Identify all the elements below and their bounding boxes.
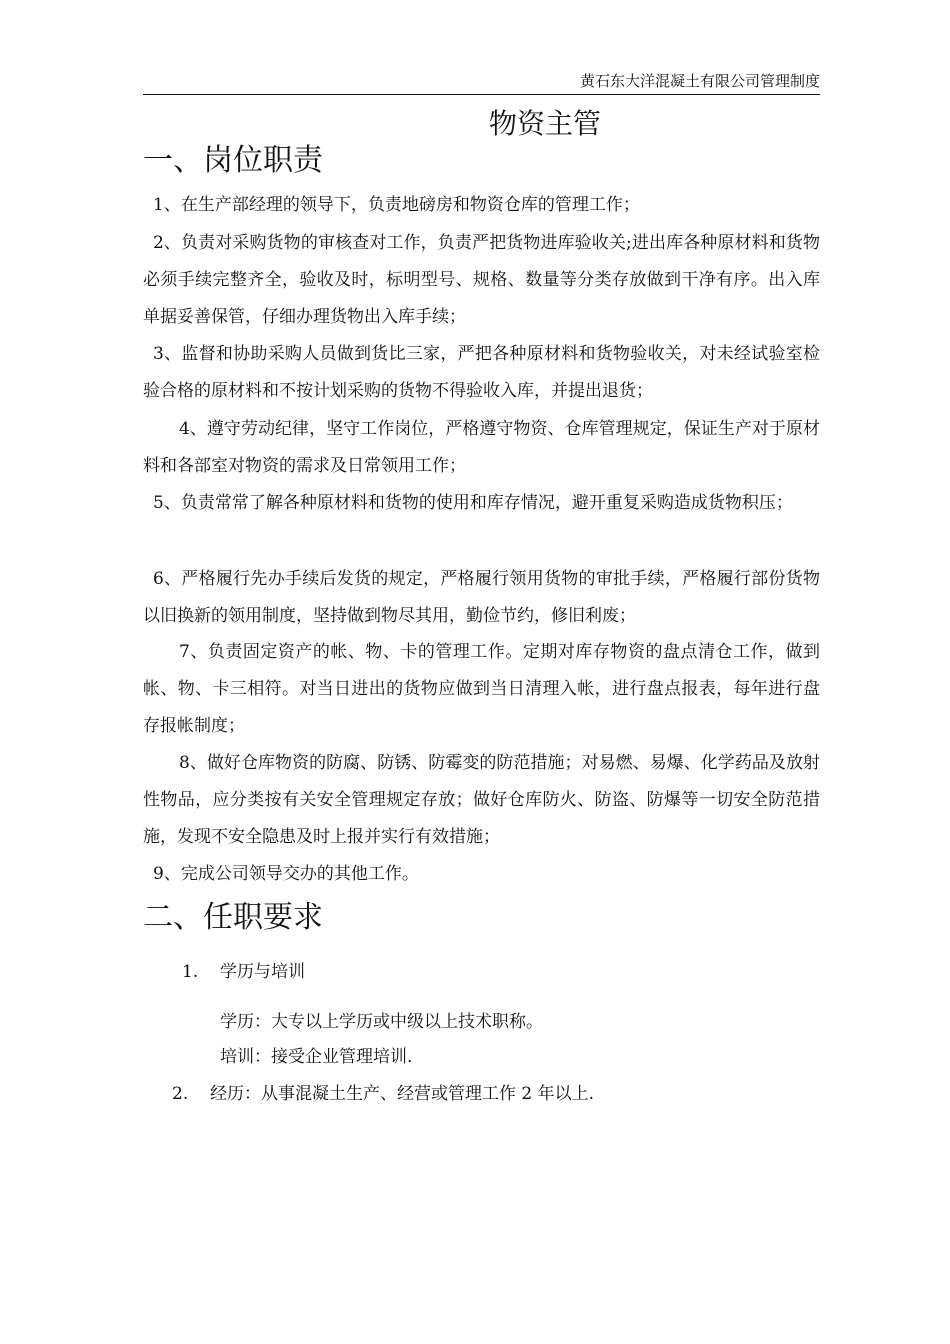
header-rule [143,94,820,95]
duty-item-7: 7、负责固定资产的帐、物、卡的管理工作。定期对库存物资的盘点清仓工作，做到帐、物、卡三相符。对当日进出的货物应做到当日清理入帐，进行盘点报表，每年进行盘存报帐制度； [143,642,820,736]
duty-item-2: 2、负责对采购货物的审核查对工作，负责严把货物进库验收关;进出库各种原材料和货物必须手续完整齐全，验收及时，标明型号、规格、数量等分类存放做到干净有序。出入库单据妥善保管，仔细办理货物出入库手续； [143,233,820,327]
duty-item-9: 9、完成公司领导交办的其他工作。 [153,864,419,884]
duty-item-3: 3、监督和协助采购人员做到货比三家，严把各种原材料和货物验收关，对未经试验室检验合格的原材料和不按计划采购的货物不得验收入库，并提出退货； [143,344,820,401]
section-heading-requirements: 二、任职要求 [143,900,323,935]
duty-item-8: 8、做好仓库物资的防腐、防锈、防霉变的防范措施；对易燃、易爆、化学药品及放射性物品，应分类按有关安全管理规定存放；做好仓库防火、防盗、防爆等一切安全防范措施，发现不安全隐患及时上报并实行有效措施； [143,753,820,847]
requirement-2-number: 2. [172,1084,189,1104]
duty-item-6: 6、严格履行先办手续后发货的规定，严格履行领用货物的审批手续，严格履行部份货物以旧换新的领用制度，坚持做到物尽其用，勤俭节约，修旧利废； [143,569,820,626]
requirement-1-label: 学历与培训 [220,962,305,982]
requirement-2-experience: 经历：从事混凝土生产、经营或管理工作 2 年以上. [210,1084,595,1104]
requirement-1-number: 1. [182,962,199,982]
duty-item-5: 5、负责常常了解各种原材料和货物的使用和库存情况，避开重复采购造成货物积压； [153,493,793,513]
document-title: 物资主管 [488,107,601,140]
running-header: 黄石东大洋混凝土有限公司管理制度 [579,72,820,90]
section-heading-duties: 一、岗位职责 [143,143,323,178]
duty-item-4: 4、遵守劳动纪律，坚守工作岗位，严格遵守物资、仓库管理规定，保证生产对于原材料和各部室对物资的需求及日常领用工作； [143,419,820,476]
education-training: 培训：接受企业管理培训. [220,1047,413,1067]
duty-item-1: 1、在生产部经理的领导下，负责地磅房和物资仓库的管理工作； [153,195,640,215]
education-degree: 学历：大专以上学历或中级以上技术职称。 [220,1012,543,1032]
